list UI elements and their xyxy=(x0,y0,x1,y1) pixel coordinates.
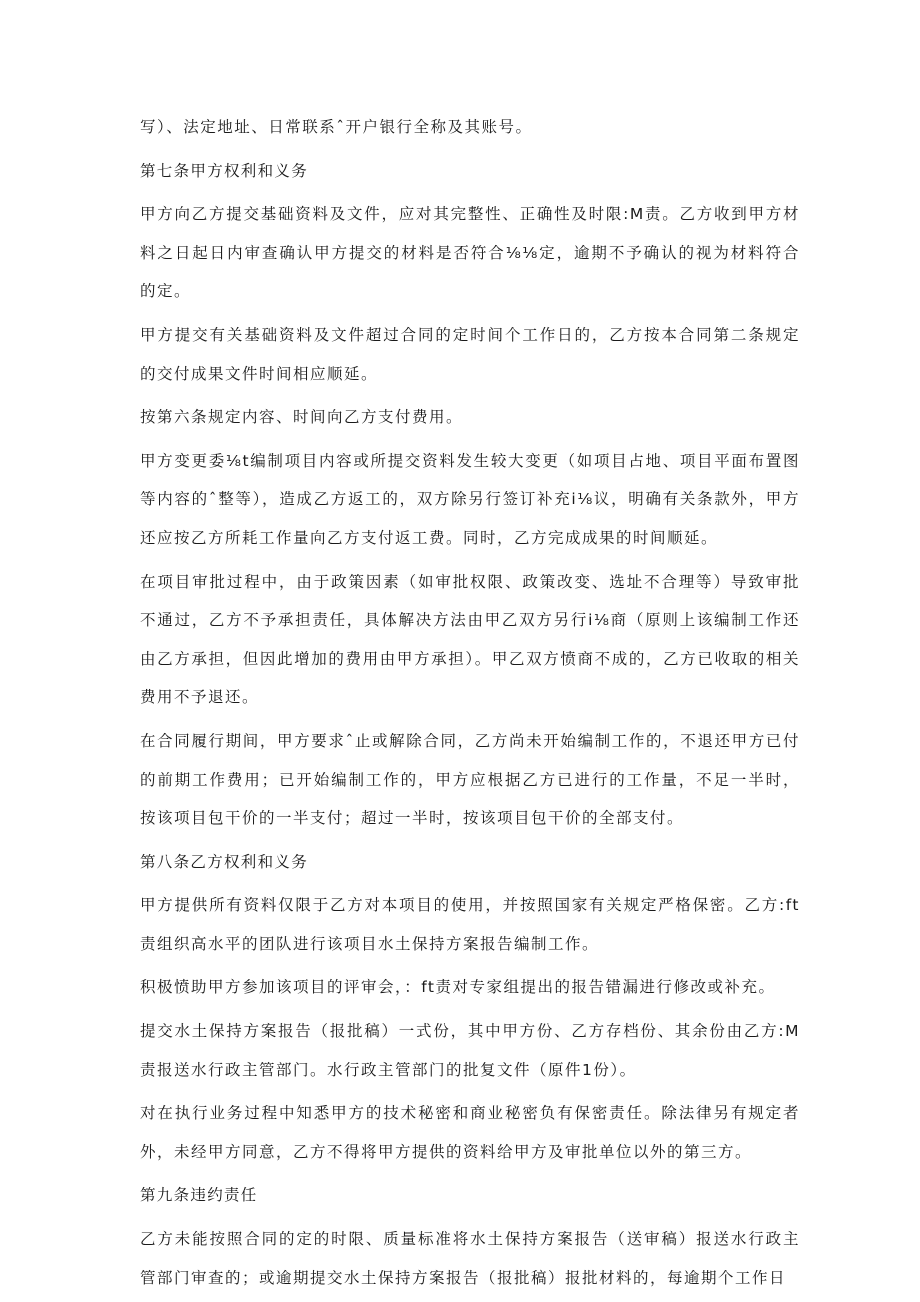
paragraph-party-a-materials: 甲方向乙方提交基础资料及文件，应对其完整性、正确性及时限:M责。乙方收到甲方材料之日起日内审查确认甲方提交的材料是否符合⅛⅛定，逾期不予确认的视为材料符合的定。 xyxy=(140,205,800,301)
paragraph-review-meeting: 积极愤助甲方参加该项目的评审会，：ft责对专家组提出的报告错漏进行修改或补充。 xyxy=(140,978,776,997)
paragraph-report-submission: 提交水土保持方案报告（报批稿）一式份，其中甲方份、乙方存档份、其余份由乙方:M责报送水行政主管部门。水行政主管部门的批复文件（原件1份）。 xyxy=(140,1022,800,1079)
paragraph-termination: 在合同履行期间，甲方要求ˆ止或解除合同，乙方尚未开始编制工作的，不退还甲方已付的前期工作费用；已开始编制工作的，甲方应根据乙方已进行的工作量，不足一半时，按该项目包干价的一半支付；超过一半时，按该项目包干价的全部支付。 xyxy=(140,731,800,828)
heading-article-9: 第九条违约责任 xyxy=(140,1186,258,1205)
paragraph-approval-process: 在项目审批过程中，由于政策因素（如审批权限、政策改变、选址不合理等）导致审批不通过，乙方不予承担责任，具体解决方法由甲乙双方另行i⅛商（原则上该编制工作还由乙方承担，但因此增加的费用由甲方承担）。甲乙双方愤商不成的，乙方已收取的相关费用不予退还。 xyxy=(140,572,800,707)
paragraph-secrecy: 对在执行业务过程中知悉甲方的技术秘密和商业秘密负有保密责任。除法律另有规定者外，未经甲方同意，乙方不得将甲方提供的资料给甲方及审批单位以外的第三方。 xyxy=(140,1104,800,1161)
paragraph-delay-extension: 甲方提交有关基础资料及文件超过合同的定时间个工作日的，乙方按本合同第二条规定的交付成果文件时间相应顺延。 xyxy=(140,325,800,383)
document-body xyxy=(140,108,800,1302)
heading-article-7: 第七条甲方权利和义务 xyxy=(140,161,309,180)
paragraph-contact-info: 写）、法定地址、日常联系ˆ开户银行全称及其账号。 xyxy=(140,118,533,136)
paragraph-payment: 按第六条规定内容、时间向乙方支付费用。 xyxy=(140,408,464,427)
paragraph-change-rework: 甲方变更委⅛t编制项目内容或所提交资料发生较大变更（如项目占地、项目平面布置图等内容的ˆ整等），造成乙方返工的，双方除另行签订补充i⅛议，明确有关条款外，甲方还应按乙方所耗工作量向乙方支付返工费。同时，乙方完成成果的时间顺延。 xyxy=(140,451,800,547)
paragraph-confidential-use: 甲方提供所有资料仅限于乙方对本项目的使用，并按照国家有关规定严格保密。乙方:ft责组织高水平的团队进行该项目水土保持方案报告编制工作。 xyxy=(140,896,800,953)
heading-article-8: 第八条乙方权利和义务 xyxy=(140,852,309,871)
paragraph-breach-liability: 乙方未能按照合同的定的时限、质量标准将水土保持方案报告（送审稿）报送水行政主管部门审查的；或逾期提交水土保持方案报告（报批稿）报批材料的，每逾期个工作日 xyxy=(140,1230,800,1287)
